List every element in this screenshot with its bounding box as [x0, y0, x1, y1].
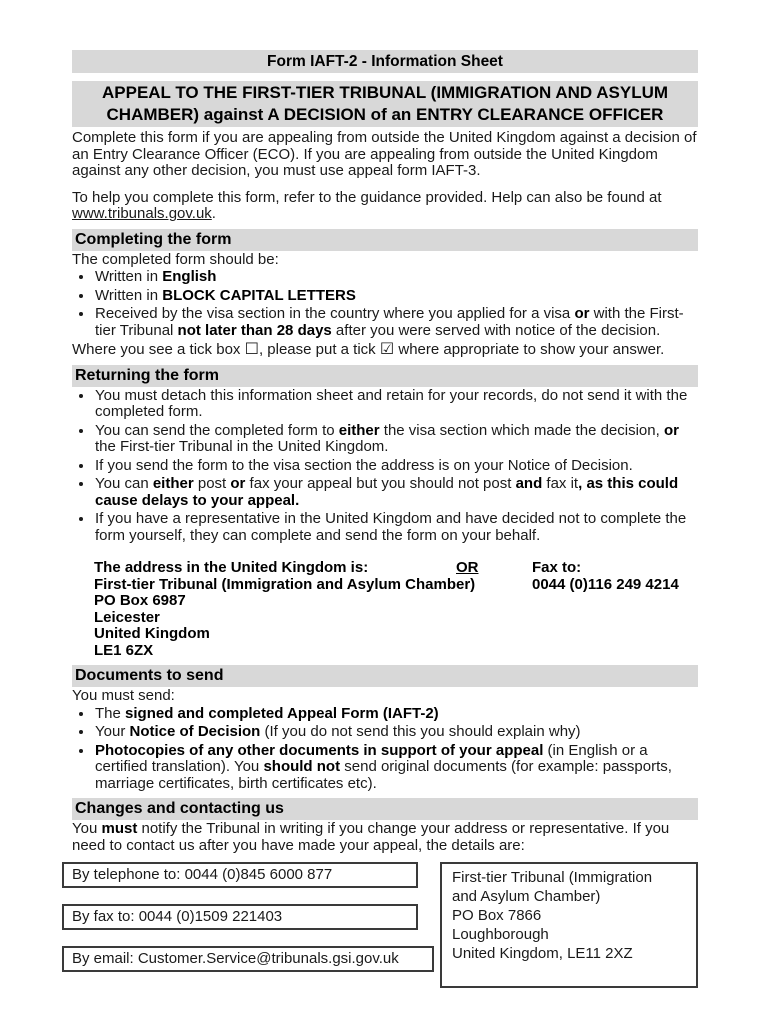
list-item: • The signed and completed Appeal Form (IAFT-2) [94, 706, 698, 723]
address-line: LE1 6ZX [94, 641, 154, 659]
address-line: First-tier Tribunal (Immigration [452, 869, 653, 886]
tickbox-note [72, 341, 698, 359]
list-item: • Received by the visa section in the country where you applied for a visa or with the First-tier Tribunal not later than 28 days after you were served with notice of the decision. [94, 306, 698, 339]
list-item: • If you send the form to the visa section the address is on your Notice of Decision. [94, 458, 698, 475]
section-returning-the-form: Returning the form [72, 365, 698, 387]
list-item: • Written in English [94, 269, 698, 286]
list-item: • Photocopies of any other documents in support of your appeal (in English or a certified translation). You should not send original documents (for example: passports, marriage certificates, birth certificates etc). [94, 743, 698, 793]
telephone-contact-box: By telephone to: 0044 (0)845 6000 877 [62, 862, 418, 888]
documents-intro: You must send: [72, 687, 175, 704]
returning-list [72, 388, 698, 545]
tribunals-website-link[interactable]: www.tribunals.gov.uk [72, 205, 212, 222]
list-item: • Your Notice of Decision (If you do not send this you should explain why) [94, 724, 698, 741]
list-item: • If you have a representative in the United Kingdom and have decided not to complete the form yourself, they can complete and send the form on your behalf. [94, 511, 698, 544]
address-line: and Asylum Chamber) [452, 888, 601, 905]
tribunal-name: First-tier Tribunal (Immigration and Asylum Chamber) [94, 575, 476, 593]
guidance-text: To help you complete this form, refer to the guidance provided. Help can also be found at [72, 188, 662, 206]
guidance-text-end: . [211, 205, 216, 222]
fax-number: 0044 (0)116 249 4214 [532, 575, 679, 593]
address-line: Loughborough [452, 926, 549, 943]
or-label: OR [456, 559, 479, 576]
changes-intro: You must notify the Tribunal in writing if you change your address or representative. If you need to contact us after you have made your appeal, the details are: [72, 820, 670, 854]
list-item: • Written in BLOCK CAPITAL LETTERS [94, 288, 698, 305]
section-documents-to-send: Documents to send [72, 665, 698, 687]
completing-list [72, 269, 698, 339]
address-line: PO Box 6987 [94, 592, 186, 609]
uk-address-label: The address in the United Kingdom is: [94, 559, 369, 576]
documents-list [72, 706, 698, 793]
tribunal-address-box [440, 862, 698, 988]
address-line: Leicester [94, 608, 160, 626]
address-line: PO Box 7866 [452, 907, 542, 924]
tickbox-note-text-end: where appropriate to show your answer. [394, 341, 665, 358]
address-line: United Kingdom, LE11 2XZ [452, 945, 633, 962]
fax-contact-box: By fax to: 0044 (0)1509 221403 [62, 904, 418, 930]
contact-methods-column [62, 862, 440, 988]
intro-paragraph: Complete this form if you are appealing from outside the United Kingdom against a decision of an Entry Clearance Officer (ECO). If you are appealing from outside the United Kingdom against any other decision, you must use appeal form IAFT-3. [72, 129, 697, 179]
address-line: United Kingdom [94, 625, 210, 642]
ticked-checkbox-icon: ☑ [379, 339, 395, 358]
empty-checkbox-icon: ☐ [244, 339, 259, 358]
section-completing-the-form: Completing the form [72, 229, 698, 251]
list-item: • You must detach this information sheet and retain for your records, do not send it with the completed form. [94, 388, 698, 421]
uk-address-block [94, 560, 698, 659]
completing-intro: The completed form should be: [72, 250, 279, 268]
contact-details [62, 862, 698, 988]
list-item: • You can send the completed form to either the visa section which made the decision, or the First-tier Tribunal in the United Kingdom. [94, 423, 698, 456]
form-title: Form IAFT-2 - Information Sheet [72, 50, 698, 73]
list-item: • You can either post or fax your appeal but you should not post and fax it, as this could cause delays to your appeal. [94, 476, 698, 509]
tickbox-note-text-mid: , please put a tick [258, 341, 380, 358]
appeal-heading: APPEAL TO THE FIRST-TIER TRIBUNAL (IMMIGRATION AND ASYLUM CHAMBER) against A DECISION of an ENTRY CLEARANCE OFFICER [72, 81, 698, 127]
tickbox-note-text: Where you see a tick box [72, 341, 245, 358]
section-changes-and-contacting-us: Changes and contacting us [72, 798, 698, 820]
fax-to-label: Fax to: [532, 559, 582, 576]
email-contact-box: By email: Customer.Service@tribunals.gsi.gov.uk [62, 946, 434, 972]
guidance-paragraph [72, 190, 698, 223]
